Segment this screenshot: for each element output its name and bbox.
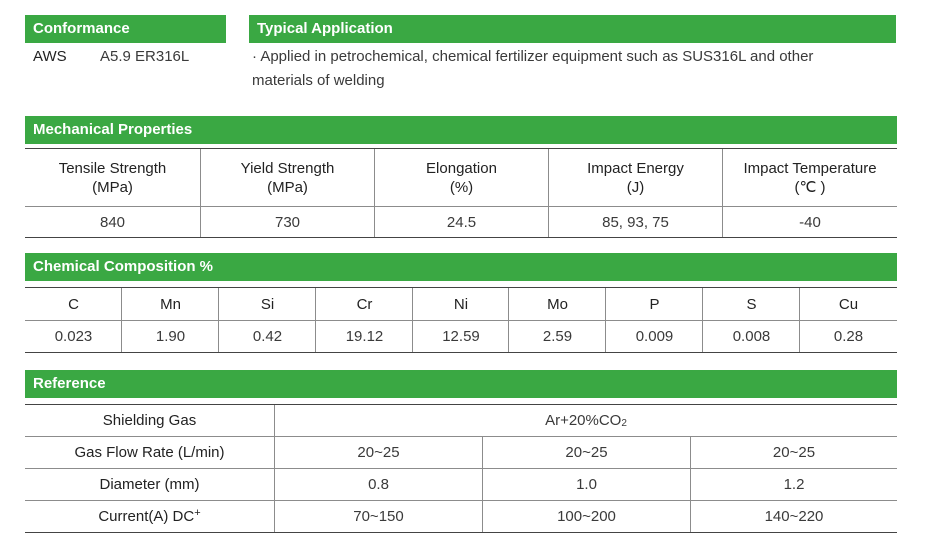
reference-value-current: 70~150 <box>353 508 404 525</box>
reference-label-gas-flow: Gas Flow Rate (L/min) <box>74 444 225 461</box>
reference-value-shielding-gas <box>275 405 897 436</box>
mechanical-bottom-rule <box>25 237 897 238</box>
typical-application-line2: materials of welding <box>252 72 385 89</box>
chemical-element-s: S <box>746 295 757 313</box>
reference-label-shielding-gas: Shielding Gas <box>102 412 197 429</box>
mechanical-header-impact-energy-unit: (J) <box>626 178 645 196</box>
mechanical-header-yield-unit: (MPa) <box>267 178 308 196</box>
chemical-element-mo: Mo <box>547 295 568 313</box>
mechanical-value-yield: 730 <box>274 213 301 231</box>
reference-header: Reference <box>25 370 897 398</box>
chemical-value-p: 0.009 <box>635 328 674 345</box>
chemical-value-mn: 1.90 <box>155 328 186 345</box>
mechanical-header-impact-temperature <box>723 149 897 206</box>
typical-application-header: Typical Application <box>249 15 896 43</box>
mechanical-value-impact-temperature: -40 <box>799 213 821 231</box>
mechanical-value-elongation: 24.5 <box>446 213 477 231</box>
chemical-value-cr: 19.12 <box>345 328 384 345</box>
mechanical-header-tensile-name: Tensile Strength <box>58 159 167 177</box>
mechanical-header-yield <box>201 149 374 206</box>
chemical-element-cu: Cu <box>838 295 859 313</box>
mechanical-header-tensile <box>25 149 200 206</box>
reference-value-current: 140~220 <box>764 508 824 525</box>
reference-value-diameter: 0.8 <box>368 476 389 493</box>
chemical-element-c: C <box>68 295 79 313</box>
chemical-value-cu: 0.28 <box>833 328 864 345</box>
reference-value-diameter: 1.2 <box>783 476 805 493</box>
mechanical-header-yield-name: Yield Strength <box>240 159 335 177</box>
chemical-value-mo: 2.59 <box>542 328 573 345</box>
chemical-divider <box>799 288 800 352</box>
reference-value-gas-flow: 20~25 <box>565 444 608 461</box>
chemical-element-mn: Mn <box>160 295 181 313</box>
current-label-base: Current(A) DC <box>98 508 195 525</box>
mechanical-header-impact-temperature-name: Impact Temperature <box>743 159 877 177</box>
chemical-value-s: 0.008 <box>732 328 771 345</box>
reference-label-current <box>25 501 274 532</box>
chemical-divider <box>121 288 122 352</box>
current-label-superscript: + <box>194 507 201 519</box>
reference-value-gas-flow: 20~25 <box>357 444 400 461</box>
mechanical-properties-header: Mechanical Properties <box>25 116 897 144</box>
shielding-gas-base: Ar+20%CO <box>545 412 622 429</box>
reference-value-current: 100~200 <box>557 508 616 525</box>
chemical-element-ni: Ni <box>453 295 469 313</box>
mechanical-header-impact-energy <box>549 149 722 206</box>
chemical-composition-header: Chemical Composition % <box>25 253 897 281</box>
reference-value-diameter: 1.0 <box>576 476 597 493</box>
chemical-divider <box>702 288 703 352</box>
typical-application-line1: · Applied in petrochemical, chemical fertilizer equipment such as SUS316L and other <box>252 48 814 65</box>
chemical-element-cr: Cr <box>356 295 373 313</box>
chemical-divider <box>412 288 413 352</box>
mechanical-value-tensile: 840 <box>99 213 126 231</box>
mechanical-value-impact-energy: 85, 93, 75 <box>602 213 669 231</box>
chemical-element-p: P <box>649 295 660 313</box>
chemical-bottom-rule <box>25 352 897 353</box>
mechanical-header-elongation-unit: (%) <box>449 178 474 196</box>
chemical-element-si: Si <box>260 295 275 313</box>
reference-bottom-rule <box>25 532 897 533</box>
mechanical-header-impact-energy-name: Impact Energy <box>587 159 684 177</box>
mechanical-header-elongation-name: Elongation <box>426 159 497 177</box>
mechanical-header-elongation <box>375 149 548 206</box>
reference-value-gas-flow: 20~25 <box>772 444 816 461</box>
mechanical-header-tensile-unit: (MPa) <box>92 178 133 196</box>
conformance-standard: AWS <box>33 48 67 65</box>
conformance-header: Conformance <box>25 15 226 43</box>
chemical-divider <box>218 288 219 352</box>
chemical-value-si: 0.42 <box>252 328 283 345</box>
shielding-gas-subscript: 2 <box>621 418 627 429</box>
conformance-classification: A5.9 ER316L <box>100 48 190 65</box>
chemical-divider <box>605 288 606 352</box>
chemical-divider <box>315 288 316 352</box>
chemical-value-ni: 12.59 <box>442 328 480 345</box>
reference-label-diameter: Diameter (mm) <box>99 476 200 493</box>
chemical-value-c: 0.023 <box>54 328 93 345</box>
chemical-divider <box>508 288 509 352</box>
mechanical-header-impact-temperature-unit: (℃ ) <box>794 178 826 196</box>
